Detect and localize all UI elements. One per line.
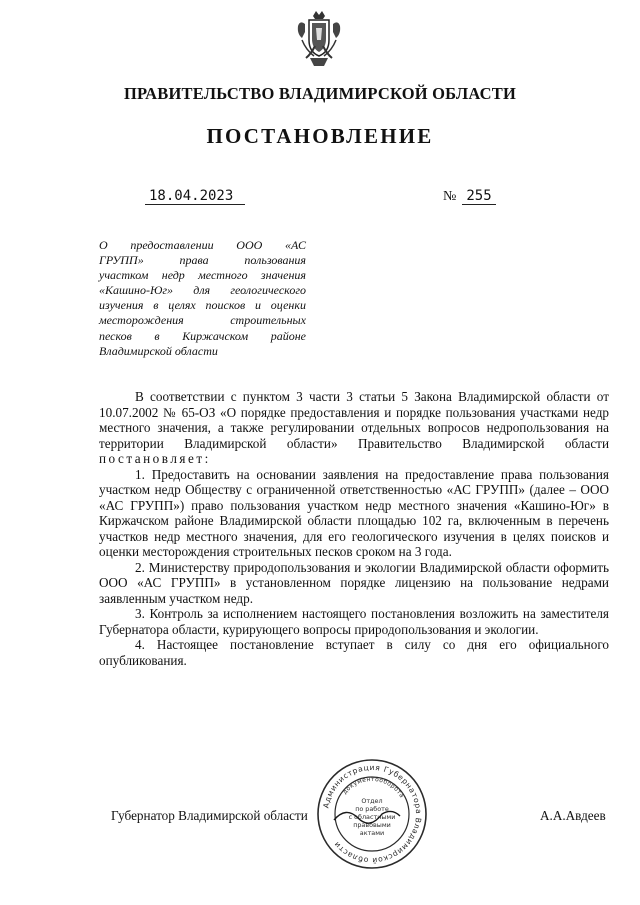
preamble-paragraph [99, 389, 609, 467]
clause-1: 1. Предоставить на основании заявления на предоставление права пользования участком недр Обществу с ограниченной ответственностью «АС ГРУПП» (далее – ООО «АС ГРУПП») право пользования участком недр местного значения «Кашино-Юг» в Киржачском районе Владимирской области площадью 102 га, включенным в перечень участков недр местного значения, для его геологического изучения в целях поисков и оценки месторождения строительных песков сроком на 3 года. [99, 466, 609, 559]
subject-line: участком недр местного значения [99, 268, 306, 283]
stamp-center-line: актами [359, 829, 385, 837]
resolves-word: постановляет: [99, 451, 211, 466]
stamp-center-line: с областными [348, 813, 396, 821]
subject-line: месторождения строительных [99, 313, 306, 328]
subject-line: ГРУПП» права пользования [99, 253, 306, 268]
clause-4: 4. Настоящее постановление вступает в силу со дня его официального опубликования. [99, 637, 609, 668]
number-value: 255 [462, 188, 495, 205]
stamp-center-line: Отдел [361, 797, 383, 805]
stamp-center-line: по работе [355, 805, 389, 813]
preamble-text: В соответствии с пунктом 3 части 3 статьи 5 Закона Владимирской области от 10.07.2002 № 65-ОЗ «О порядке предоставления и порядке пользования участками недр местного значения, а также регулировании отдельных вопросов недропользования на территории Владимирской области» Правительство Владимирской области [99, 389, 609, 451]
stamp-center-line: правовыми [353, 821, 391, 829]
stamp-ring-text: Администрация Губернатора Владимирской области [321, 762, 424, 866]
official-stamp [316, 758, 428, 870]
document-subject [99, 238, 306, 359]
svg-text:документооборота [341, 776, 405, 799]
document-number [443, 188, 496, 205]
subject-line: изучения в целях поисков и оценки [99, 298, 306, 313]
organization-title: ПРАВИТЕЛЬСТВО ВЛАДИМИРСКОЙ ОБЛАСТИ [123, 84, 517, 103]
signer-name: А.А.Авдеев [540, 808, 606, 823]
signer-title: Губернатор Владимирской области [111, 808, 308, 823]
stamp-inner-ring-text: документооборота [341, 775, 406, 800]
subject-line: «Кашино-Юг» для геологического [99, 283, 306, 298]
clause-2: 2. Министерству природопользования и экологии Владимирской области оформить ООО «АС ГРУПП» в установленном порядке лицензию на пользование недрами заявленным участком недр. [99, 559, 609, 606]
document-body [99, 389, 609, 668]
document-type: ПОСТАНОВЛЕНИЕ [206, 124, 434, 148]
subject-line: О предоставлении ООО «АС [99, 238, 306, 252]
coat-of-arms-icon [296, 10, 342, 70]
subject-line: Владимирской области [99, 343, 218, 358]
document-date: 18.04.2023 [145, 188, 245, 205]
subject-line: песков в Киржачском районе [99, 328, 306, 343]
number-sign: № [443, 189, 457, 204]
clause-3: 3. Контроль за исполнением настоящего постановления возложить на заместителя Губернатора области, курирующего вопросы природопользования и экологии. [99, 606, 609, 637]
